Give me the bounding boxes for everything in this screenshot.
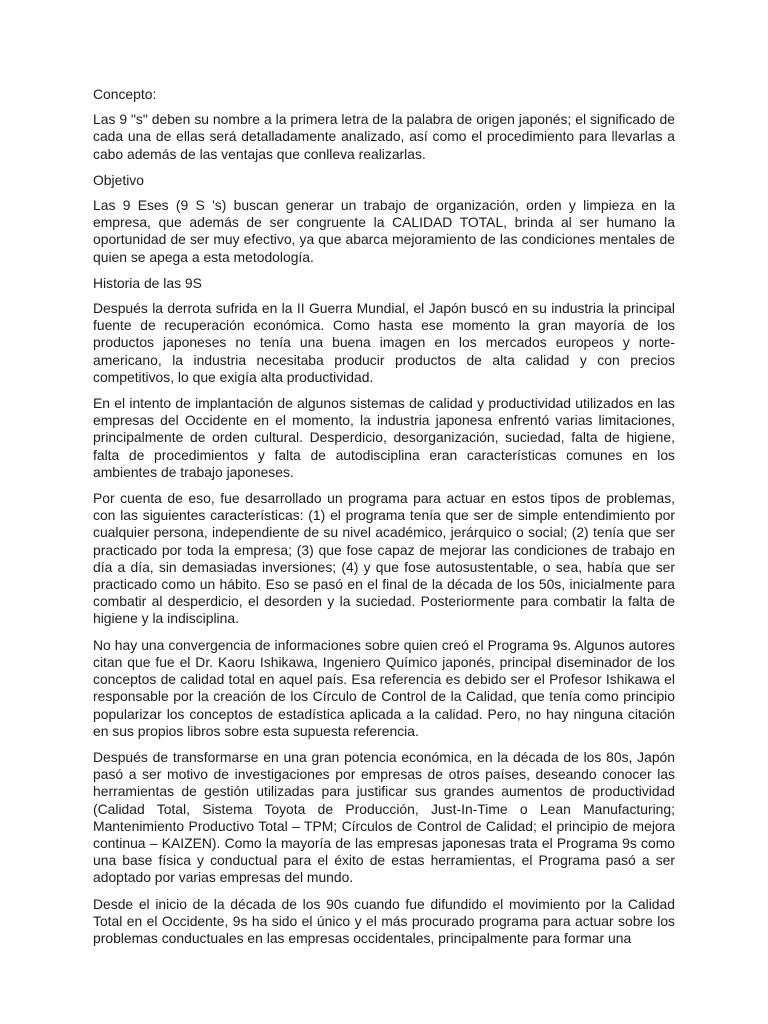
- paragraph-concepto: Las 9 "s" deben su nombre a la primera letra de la palabra de origen japonés; el significado de cada una de ellas será detalladamente analizado, así como el procedimiento para llevarlas a cabo además de las ventajas que conlleva realizarlas.: [93, 111, 675, 162]
- paragraph-historia-2: En el intento de implantación de algunos sistemas de calidad y productividad utilizados en las empresas del Occidente en el momento, la industria japonesa enfrentó varias limitaciones, principalmente de orden cultural. Desperdicio, desorganización, suciedad, falta de higiene, falta de procedimientos y falta de autodisciplina eran características comunes en los ambientes de trabajo japoneses.: [93, 395, 675, 480]
- paragraph-historia-1: Después la derrota sufrida en la II Guerra Mundial, el Japón buscó en su industria la principal fuente de recuperación económica. Como hasta ese momento la gran mayoría de los productos japoneses no tenía una buena imagen en los mercados europeos y norte-americano, la industria necesitaba producir productos de alta calidad y con precios competitivos, lo que exigía alta productividad.: [93, 300, 675, 385]
- paragraph-historia-5: Después de transformarse en una gran potencia económica, en la década de los 80s, Japón pasó a ser motivo de investigaciones por empresas de otros países, deseando conocer las herramientas de gestión utilizadas para justificar sus grandes aumentos de productividad (Calidad Total, Sistema Toyota de Producción, Just-In-Time o Lean Manufacturing; Mantenimiento Productivo Total – TPM; Círculos de Control de Calidad; el principio de mejora continua – KAIZEN). Como la mayoría de las empresas japonesas trata el Programa 9s como una base física y conductual para el éxito de estas herramientas, el Programa pasó a ser adoptado por varias empresas del mundo.: [93, 748, 675, 886]
- heading-historia: Historia de las 9S: [93, 274, 202, 291]
- paragraph-historia-4: No hay una convergencia de informaciones sobre quien creó el Programa 9s. Algunos autores citan que fue el Dr. Kaoru Ishikawa, Ingeniero Químico japonés, principal diseminador de los conceptos de calidad total en aquel país. Esa referencia es debido ser el Profesor Ishikawa el responsable por la creación de los Círculo de Control de la Calidad, que tenía como principio popularizar los conceptos de estadística aplicada a la calidad. Pero, no hay ninguna citación en sus propios libros sobre esta supuesta referencia.: [93, 636, 675, 739]
- heading-objetivo: Objetivo: [93, 171, 144, 188]
- document-page: [93, 86, 675, 956]
- paragraph-objetivo: Las 9 Eses (9 S 's) buscan generar un trabajo de organización, orden y limpieza en la empresa, que además de ser congruente la CALIDAD TOTAL, brinda al ser humano la oportunidad de ser muy efectivo, ya que abarca mejoramiento de las condiciones mentales de quien se apega a esta metodología.: [93, 197, 675, 265]
- heading-concepto: Concepto:: [93, 86, 157, 102]
- paragraph-historia-3: Por cuenta de eso, fue desarrollado un programa para actuar en estos tipos de problemas, con las siguientes características: (1) el programa tenía que ser de simple entendimiento por cualquier persona, independiente de su nivel académico, jerárquico o social; (2) tenía que ser practicado por toda la empresa; (3) que fose capaz de mejorar las condiciones de trabajo en día a día, sin demasiadas inversiones; (4) y que fose autosustentable, o sea, había que ser practicado como un hábito. Eso se pasó en el final de la década de los 50s, inicialmente para combatir al desperdicio, el desorden y la suciedad. Posteriormente para combatir la falta de higiene y la indisciplina.: [93, 490, 675, 627]
- paragraph-historia-6: Desde el inicio de la década de los 90s cuando fue difundido el movimiento por la Calidad Total en el Occidente, 9s ha sido el único y el más procurado programa para actuar sobre los problemas conductuales en las empresas occidentales, principalmente para formar una: [93, 895, 675, 946]
